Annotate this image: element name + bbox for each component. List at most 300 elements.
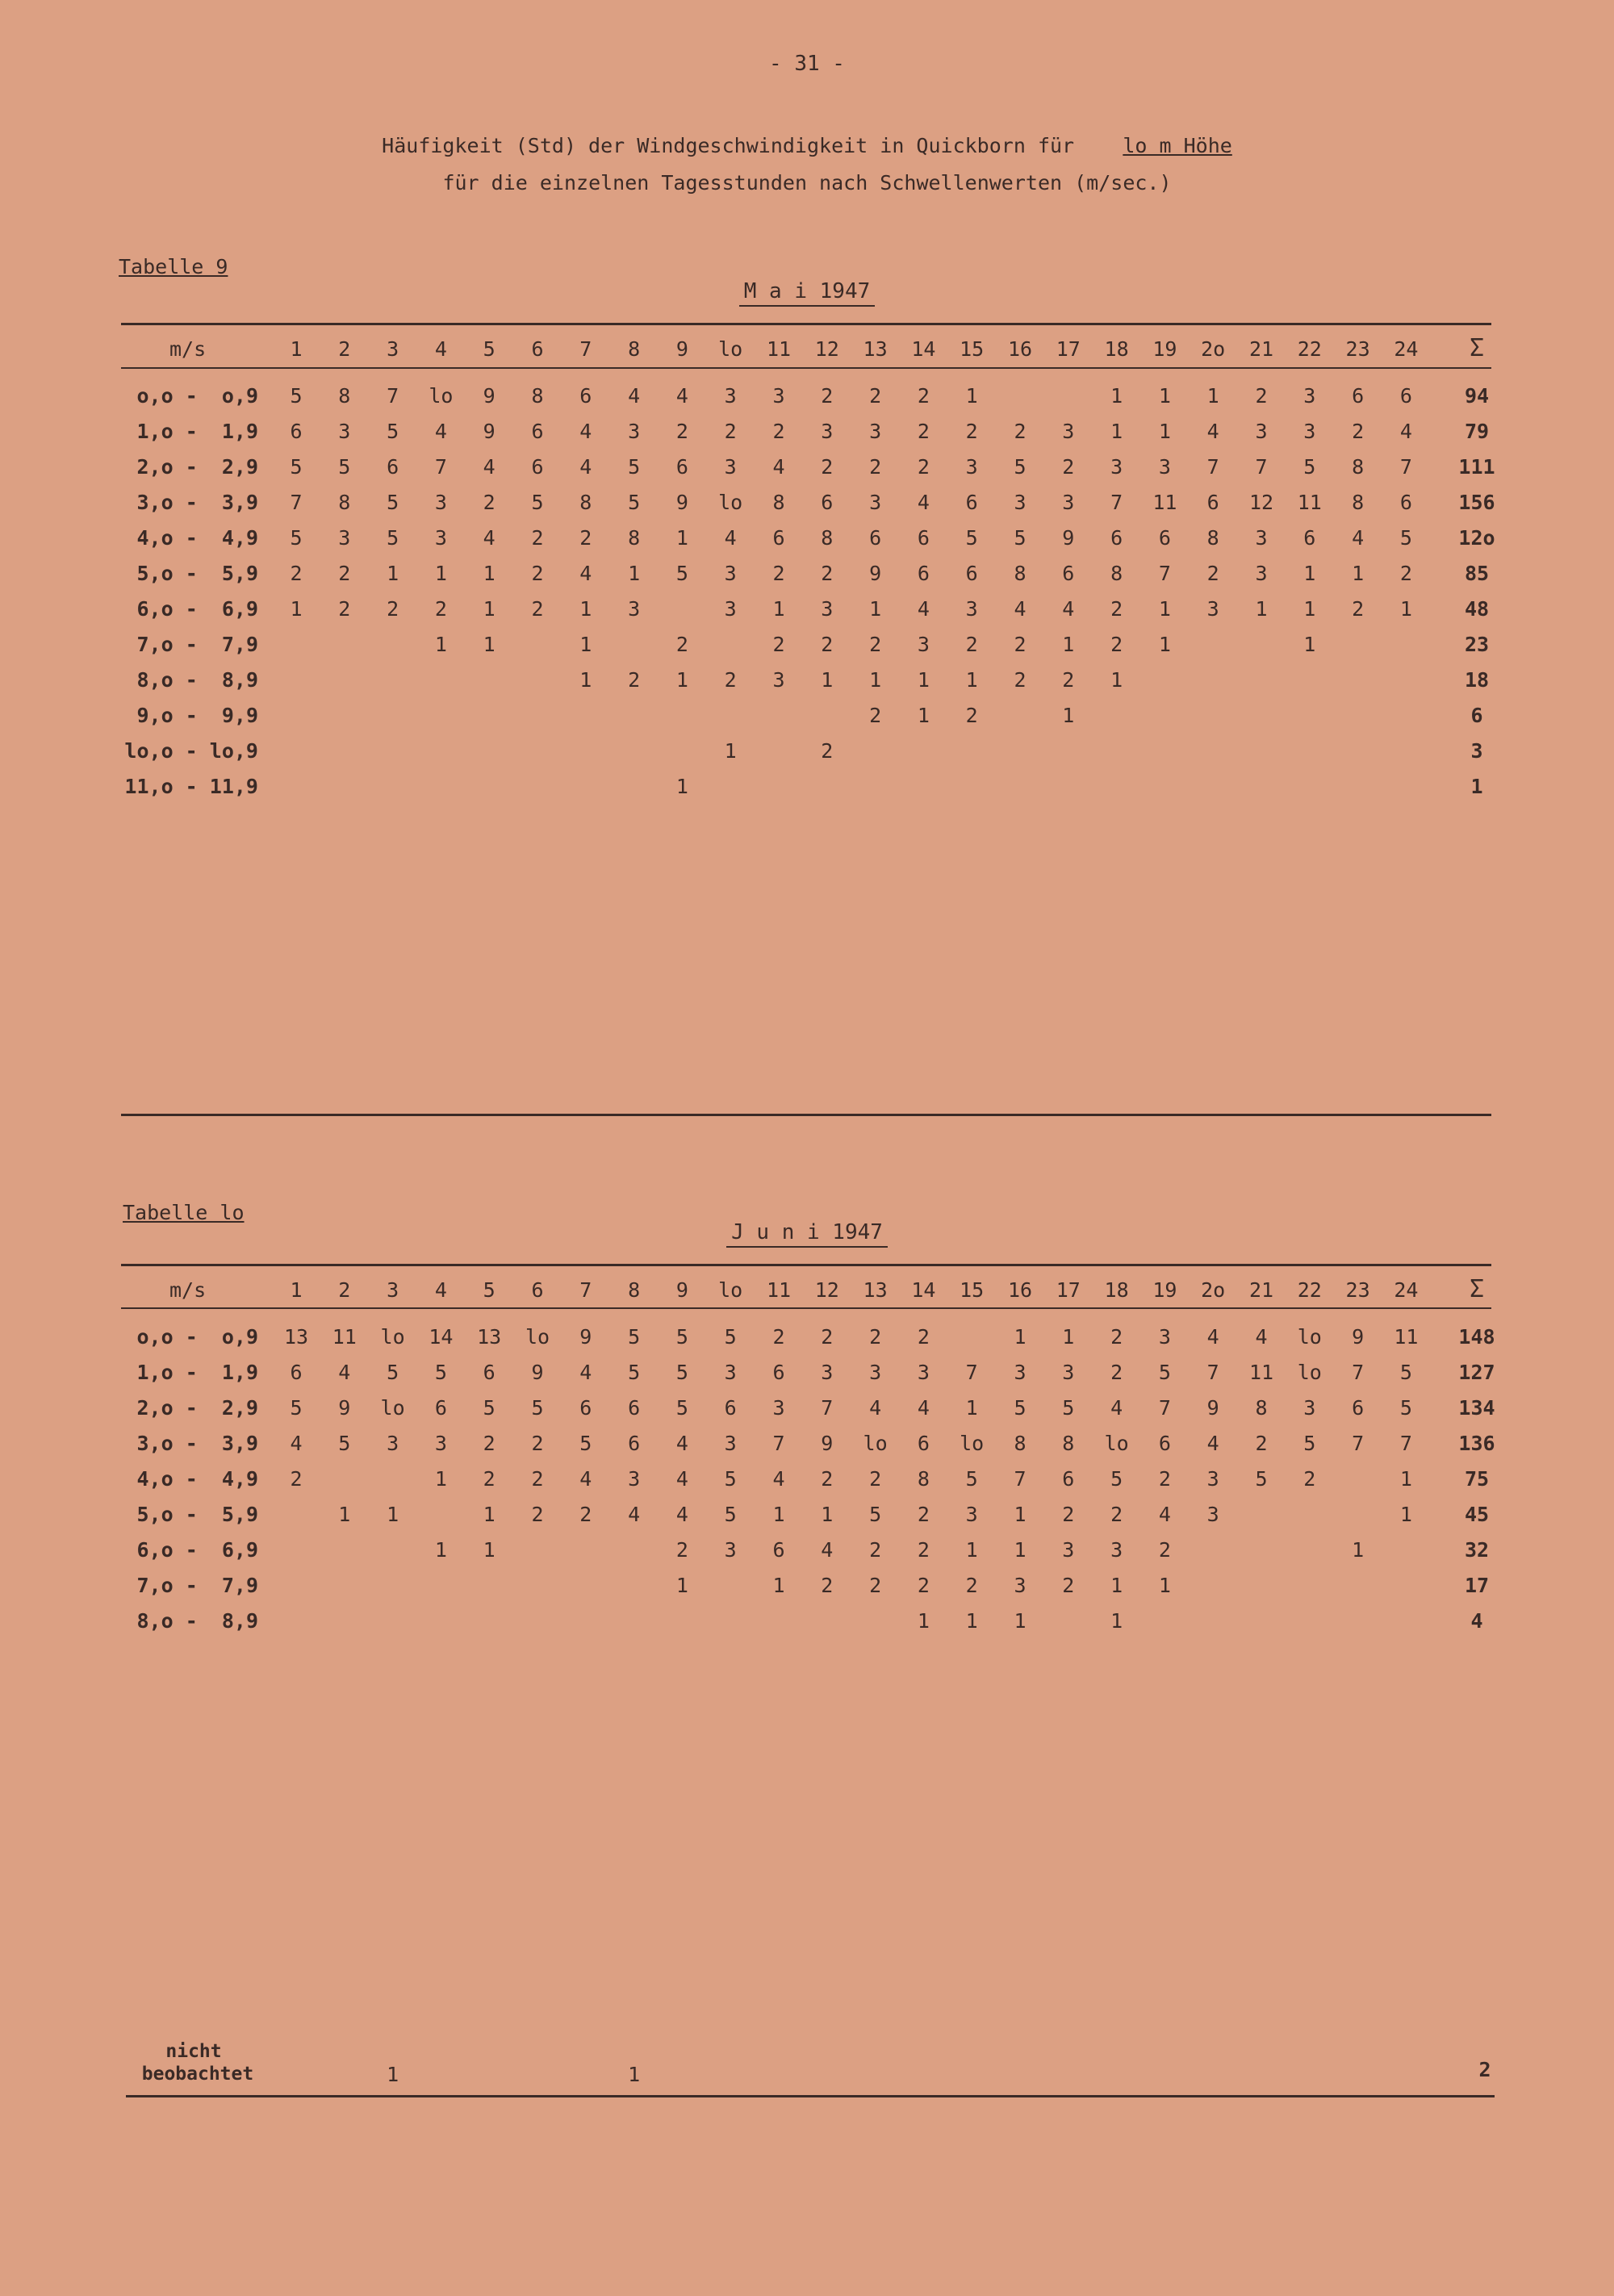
not-observed-sum: 2 bbox=[1478, 2058, 1491, 2081]
row-sum: 127 bbox=[1458, 1361, 1495, 1384]
table-cell: 3 bbox=[628, 1467, 641, 1491]
table-cell: 2 bbox=[1062, 1574, 1075, 1597]
table-cell: 1 bbox=[675, 1574, 688, 1597]
table-cell: 7 bbox=[1206, 455, 1219, 479]
table-cell: 4 bbox=[1206, 420, 1219, 443]
table-cell: 8 bbox=[1014, 562, 1027, 585]
table-cell: 2 bbox=[821, 633, 834, 656]
table-cell: 5 bbox=[434, 1361, 447, 1384]
table-cell: 2 bbox=[1255, 384, 1268, 408]
table-cell: 1 bbox=[290, 597, 303, 621]
table-cell: 6 bbox=[1110, 526, 1123, 550]
table-cell: 1 bbox=[821, 1503, 834, 1526]
table-cell: 3 bbox=[1062, 420, 1075, 443]
table-cell: 3 bbox=[1014, 1361, 1027, 1384]
hour-header: 23 bbox=[1345, 337, 1370, 361]
hour-header: 11 bbox=[766, 1278, 792, 1302]
hour-header: 13 bbox=[863, 337, 888, 361]
table-cell: lo bbox=[525, 1325, 550, 1349]
table-header-rule bbox=[121, 367, 1491, 369]
table-cell: 5 bbox=[675, 562, 688, 585]
table-cell: 5 bbox=[387, 491, 399, 514]
table-cell: 3 bbox=[1158, 455, 1171, 479]
table-cell: 4 bbox=[579, 455, 592, 479]
row-sum: 136 bbox=[1458, 1432, 1495, 1455]
table-cell: 2 bbox=[531, 562, 544, 585]
table-top-rule bbox=[121, 1264, 1491, 1266]
table-cell: 4 bbox=[869, 1396, 882, 1420]
table-cell: 6 bbox=[1303, 526, 1316, 550]
hour-header: 9 bbox=[675, 1278, 688, 1302]
row-sum: 111 bbox=[1458, 455, 1495, 479]
table-cell: 3 bbox=[434, 526, 447, 550]
hour-header: 2 bbox=[338, 1278, 351, 1302]
table-cell: 5 bbox=[531, 1396, 544, 1420]
table-cell: 9 bbox=[1206, 1396, 1219, 1420]
table-cell: 8 bbox=[1062, 1432, 1075, 1455]
table-cell: 4 bbox=[917, 597, 930, 621]
table-cell: 7 bbox=[434, 455, 447, 479]
table-cell: 2 bbox=[869, 1325, 882, 1349]
table-cell: 1 bbox=[1352, 562, 1365, 585]
table-cell: 3 bbox=[1110, 1538, 1123, 1562]
speed-class-label: 7,o - 7,9 bbox=[136, 633, 258, 656]
table-cell: 8 bbox=[917, 1467, 930, 1491]
unit-header: m/s bbox=[169, 1278, 207, 1302]
table-cell: 6 bbox=[1158, 526, 1171, 550]
table-cell: 1 bbox=[1014, 1325, 1027, 1349]
hour-header: 21 bbox=[1248, 337, 1274, 361]
table-cell: 4 bbox=[1352, 526, 1365, 550]
table-cell: 2 bbox=[1110, 597, 1123, 621]
table-cell: 2 bbox=[483, 1432, 495, 1455]
table-cell: 7 bbox=[1014, 1467, 1027, 1491]
table-cell: 2 bbox=[1014, 633, 1027, 656]
table-cell: 2 bbox=[579, 526, 592, 550]
not-observed-cell: 1 bbox=[387, 2063, 399, 2086]
hour-header: 16 bbox=[1007, 337, 1033, 361]
month-title: M a i 1947 bbox=[739, 279, 876, 307]
table-cell: 1 bbox=[1110, 668, 1123, 692]
table-cell: 6 bbox=[917, 526, 930, 550]
speed-class-label: 5,o - 5,9 bbox=[136, 562, 258, 585]
table-label: Tabelle 9 bbox=[119, 255, 228, 278]
row-sum: 32 bbox=[1464, 1538, 1490, 1562]
table-cell: 2 bbox=[869, 704, 882, 727]
table-cell: 2 bbox=[917, 1538, 930, 1562]
table-cell: 4 bbox=[1206, 1432, 1219, 1455]
hour-header: 5 bbox=[483, 337, 495, 361]
table-cell: 4 bbox=[675, 1467, 688, 1491]
table-cell: 5 bbox=[628, 1361, 641, 1384]
table-cell: 8 bbox=[772, 491, 785, 514]
table-cell: 9 bbox=[338, 1396, 351, 1420]
table-cell: 3 bbox=[1110, 455, 1123, 479]
table-cell: 2 bbox=[1110, 1325, 1123, 1349]
table-cell: 9 bbox=[869, 562, 882, 585]
table-cell: 6 bbox=[917, 562, 930, 585]
table-cell: 5 bbox=[1014, 1396, 1027, 1420]
hour-header: 11 bbox=[766, 337, 792, 361]
table-cell: 5 bbox=[531, 491, 544, 514]
table-cell: 5 bbox=[483, 1396, 495, 1420]
table-cell: 3 bbox=[1255, 562, 1268, 585]
table-cell: 13 bbox=[283, 1325, 309, 1349]
speed-class-label: 4,o - 4,9 bbox=[136, 526, 258, 550]
table-cell: 14 bbox=[429, 1325, 454, 1349]
hour-header: 3 bbox=[387, 1278, 399, 1302]
speed-class-label: 7,o - 7,9 bbox=[136, 1574, 258, 1597]
table-month bbox=[0, 1220, 1614, 1244]
table-cell: 2 bbox=[917, 1574, 930, 1597]
document-bottom-rule bbox=[126, 2095, 1495, 2097]
table-cell: 1 bbox=[1110, 384, 1123, 408]
table-cell: 7 bbox=[1206, 1361, 1219, 1384]
table-cell: 5 bbox=[387, 420, 399, 443]
table-cell: lo bbox=[1297, 1361, 1322, 1384]
hour-header: 4 bbox=[434, 1278, 447, 1302]
table-cell: 2 bbox=[1303, 1467, 1316, 1491]
hour-header: 18 bbox=[1104, 337, 1129, 361]
hour-header: 12 bbox=[814, 1278, 839, 1302]
table-cell: 2 bbox=[675, 420, 688, 443]
row-sum: 48 bbox=[1464, 597, 1490, 621]
table-cell: 2 bbox=[869, 455, 882, 479]
hour-header: 22 bbox=[1297, 1278, 1322, 1302]
table-cell: 7 bbox=[772, 1432, 785, 1455]
table-cell: 4 bbox=[579, 1467, 592, 1491]
table-cell: 4 bbox=[821, 1538, 834, 1562]
table-cell: 7 bbox=[1399, 1432, 1412, 1455]
speed-class-label: o,o - o,9 bbox=[136, 1325, 258, 1349]
table-cell: 7 bbox=[1255, 455, 1268, 479]
table-cell: 7 bbox=[1158, 562, 1171, 585]
table-cell: 1 bbox=[1110, 1609, 1123, 1633]
table-cell: 4 bbox=[1158, 1503, 1171, 1526]
table-cell: 6 bbox=[724, 1396, 737, 1420]
table-cell: 2 bbox=[483, 1467, 495, 1491]
table-cell: 3 bbox=[1206, 1467, 1219, 1491]
table-cell: 2 bbox=[917, 455, 930, 479]
table-cell: 2 bbox=[1110, 1361, 1123, 1384]
table-cell: 1 bbox=[675, 775, 688, 798]
hour-header: lo bbox=[718, 337, 743, 361]
table-cell: 3 bbox=[1206, 1503, 1219, 1526]
table-cell: lo bbox=[960, 1432, 985, 1455]
table-cell: 3 bbox=[1062, 1538, 1075, 1562]
table-cell: 8 bbox=[338, 491, 351, 514]
table-cell: 1 bbox=[1062, 1325, 1075, 1349]
table-cell: 2 bbox=[917, 420, 930, 443]
table-cell: 5 bbox=[290, 384, 303, 408]
table-cell: 2 bbox=[724, 668, 737, 692]
table-cell: 6 bbox=[917, 1432, 930, 1455]
table-cell: 2 bbox=[821, 739, 834, 763]
table-cell: 5 bbox=[338, 455, 351, 479]
table-cell: 2 bbox=[869, 1574, 882, 1597]
speed-class-label: 6,o - 6,9 bbox=[136, 1538, 258, 1562]
table-cell: 5 bbox=[724, 1467, 737, 1491]
table-cell: 1 bbox=[1352, 1538, 1365, 1562]
table-cell: lo bbox=[380, 1396, 405, 1420]
table-cell: 2 bbox=[724, 420, 737, 443]
table-cell: 11 bbox=[1394, 1325, 1419, 1349]
table-cell: 3 bbox=[1062, 491, 1075, 514]
table-cell: 4 bbox=[917, 491, 930, 514]
table-cell: 2 bbox=[917, 1503, 930, 1526]
not-observed-label-line1: nicht bbox=[165, 2041, 222, 2062]
table-cell: 6 bbox=[1062, 562, 1075, 585]
table-cell: 1 bbox=[1399, 597, 1412, 621]
table-cell: 6 bbox=[483, 1361, 495, 1384]
table-cell: 6 bbox=[1062, 1467, 1075, 1491]
table-cell: 5 bbox=[1399, 1396, 1412, 1420]
table-cell: 7 bbox=[290, 491, 303, 514]
table-bottom-rule bbox=[121, 1114, 1491, 1116]
table-cell: 4 bbox=[675, 1503, 688, 1526]
table-cell: 5 bbox=[1399, 526, 1412, 550]
table-cell: 5 bbox=[628, 491, 641, 514]
hour-header: 2 bbox=[338, 337, 351, 361]
row-sum: 23 bbox=[1464, 633, 1490, 656]
row-sum: 1 bbox=[1470, 775, 1483, 798]
table-cell: 5 bbox=[387, 526, 399, 550]
table-cell: 8 bbox=[338, 384, 351, 408]
table-cell: 6 bbox=[772, 526, 785, 550]
table-cell: 5 bbox=[1303, 455, 1316, 479]
table-cell: 2 bbox=[869, 633, 882, 656]
table-cell: 1 bbox=[483, 597, 495, 621]
table-cell: 3 bbox=[821, 1361, 834, 1384]
table-cell: 3 bbox=[917, 633, 930, 656]
row-sum: 156 bbox=[1458, 491, 1495, 514]
table-cell: 5 bbox=[675, 1361, 688, 1384]
table-cell: lo bbox=[718, 491, 743, 514]
table-cell: 4 bbox=[579, 562, 592, 585]
table-cell: 5 bbox=[965, 1467, 978, 1491]
table-cell: 5 bbox=[1399, 1361, 1412, 1384]
table-cell: 5 bbox=[387, 1361, 399, 1384]
table-cell: 1 bbox=[1303, 597, 1316, 621]
table-cell: 2 bbox=[1062, 455, 1075, 479]
table-cell: 3 bbox=[724, 384, 737, 408]
table-cell: 4 bbox=[772, 1467, 785, 1491]
table-cell: 3 bbox=[338, 526, 351, 550]
table-cell: 5 bbox=[628, 1325, 641, 1349]
table-cell: 13 bbox=[477, 1325, 502, 1349]
table-cell: 4 bbox=[579, 1361, 592, 1384]
table-cell: lo bbox=[380, 1325, 405, 1349]
hour-header: 15 bbox=[960, 1278, 985, 1302]
hour-header: 12 bbox=[814, 337, 839, 361]
table-cell: 3 bbox=[628, 420, 641, 443]
table-cell: 2 bbox=[1158, 1467, 1171, 1491]
table-cell: 6 bbox=[579, 384, 592, 408]
hour-header: 22 bbox=[1297, 337, 1322, 361]
unit-header: m/s bbox=[169, 337, 207, 361]
speed-class-label: 1,o - 1,9 bbox=[136, 420, 258, 443]
table-cell: lo bbox=[1297, 1325, 1322, 1349]
table-cell: 3 bbox=[724, 562, 737, 585]
speed-class-label: 6,o - 6,9 bbox=[136, 597, 258, 621]
table-cell: 1 bbox=[483, 1503, 495, 1526]
table-cell: 12 bbox=[1248, 491, 1274, 514]
table-cell: 6 bbox=[290, 1361, 303, 1384]
table-cell: 1 bbox=[1399, 1467, 1412, 1491]
table-cell: 1 bbox=[579, 597, 592, 621]
table-cell: 7 bbox=[1399, 455, 1412, 479]
table-cell: 1 bbox=[965, 1538, 978, 1562]
table-cell: 6 bbox=[531, 420, 544, 443]
hour-header: 1 bbox=[290, 337, 303, 361]
table-cell: 2 bbox=[772, 562, 785, 585]
table-cell: 1 bbox=[483, 633, 495, 656]
speed-class-label: 11,o - 11,9 bbox=[124, 775, 258, 798]
table-cell: 2 bbox=[1014, 420, 1027, 443]
table-cell: 5 bbox=[628, 455, 641, 479]
table-cell: 1 bbox=[1014, 1538, 1027, 1562]
hour-header: 8 bbox=[628, 337, 641, 361]
hour-header: 21 bbox=[1248, 1278, 1274, 1302]
table-cell: 4 bbox=[483, 526, 495, 550]
table-cell: 1 bbox=[1303, 562, 1316, 585]
table-cell: 3 bbox=[724, 597, 737, 621]
table-cell: 1 bbox=[434, 1538, 447, 1562]
table-cell: 4 bbox=[338, 1361, 351, 1384]
table-cell: 2 bbox=[1062, 1503, 1075, 1526]
table-cell: 2 bbox=[1110, 633, 1123, 656]
table-cell: 2 bbox=[338, 597, 351, 621]
table-cell: 5 bbox=[675, 1396, 688, 1420]
table-cell: 3 bbox=[917, 1361, 930, 1384]
table-cell: 1 bbox=[965, 1396, 978, 1420]
table-cell: 8 bbox=[628, 526, 641, 550]
hour-header: 8 bbox=[628, 1278, 641, 1302]
hour-header: lo bbox=[718, 1278, 743, 1302]
table-cell: 2 bbox=[1158, 1538, 1171, 1562]
table-cell: 6 bbox=[772, 1538, 785, 1562]
table-cell: 9 bbox=[483, 384, 495, 408]
table-cell: 4 bbox=[772, 455, 785, 479]
table-cell: 1 bbox=[1014, 1609, 1027, 1633]
hour-header: 3 bbox=[387, 337, 399, 361]
table-cell: 1 bbox=[917, 668, 930, 692]
table-cell: 9 bbox=[821, 1432, 834, 1455]
row-sum: 85 bbox=[1464, 562, 1490, 585]
table-cell: 2 bbox=[869, 384, 882, 408]
hour-header: 1 bbox=[290, 1278, 303, 1302]
table-cell: 3 bbox=[772, 1396, 785, 1420]
table-cell: 1 bbox=[1014, 1503, 1027, 1526]
table-cell: 6 bbox=[965, 491, 978, 514]
row-sum: 94 bbox=[1464, 384, 1490, 408]
table-cell: 4 bbox=[1255, 1325, 1268, 1349]
table-cell: 1 bbox=[675, 668, 688, 692]
table-cell: 1 bbox=[965, 384, 978, 408]
table-cell: 4 bbox=[917, 1396, 930, 1420]
table-cell: 3 bbox=[628, 597, 641, 621]
table-cell: 8 bbox=[1206, 526, 1219, 550]
table-cell: 9 bbox=[1352, 1325, 1365, 1349]
table-cell: 2 bbox=[290, 1467, 303, 1491]
speed-class-label: 3,o - 3,9 bbox=[136, 491, 258, 514]
table-cell: 7 bbox=[965, 1361, 978, 1384]
table-cell: 2 bbox=[531, 597, 544, 621]
table-cell: 4 bbox=[724, 526, 737, 550]
speed-class-label: 8,o - 8,9 bbox=[136, 1609, 258, 1633]
table-cell: 1 bbox=[772, 597, 785, 621]
table-cell: 3 bbox=[965, 455, 978, 479]
speed-class-label: o,o - o,9 bbox=[136, 384, 258, 408]
table-header-rule bbox=[121, 1307, 1491, 1309]
table-cell: 2 bbox=[531, 1432, 544, 1455]
table-cell: 4 bbox=[290, 1432, 303, 1455]
table-cell: 7 bbox=[387, 384, 399, 408]
row-sum: 75 bbox=[1464, 1467, 1490, 1491]
table-cell: 2 bbox=[1110, 1503, 1123, 1526]
table-cell: 4 bbox=[675, 1432, 688, 1455]
table-cell: 1 bbox=[1399, 1503, 1412, 1526]
table-cell: 5 bbox=[724, 1503, 737, 1526]
table-cell: 3 bbox=[821, 597, 834, 621]
table-cell: 2 bbox=[531, 526, 544, 550]
table-cell: 2 bbox=[965, 633, 978, 656]
table-cell: 8 bbox=[531, 384, 544, 408]
table-cell: 6 bbox=[1206, 491, 1219, 514]
hour-header: 4 bbox=[434, 337, 447, 361]
table-cell: lo bbox=[1104, 1432, 1129, 1455]
table-cell: 2 bbox=[1255, 1432, 1268, 1455]
table-cell: 3 bbox=[387, 1432, 399, 1455]
table-cell: lo bbox=[863, 1432, 888, 1455]
table-cell: 2 bbox=[434, 597, 447, 621]
table-cell: 4 bbox=[1014, 597, 1027, 621]
table-cell: 8 bbox=[1352, 491, 1365, 514]
table-cell: 1 bbox=[387, 562, 399, 585]
table-cell: 1 bbox=[579, 633, 592, 656]
table-cell: 1 bbox=[675, 526, 688, 550]
not-observed-label-line2: beobachtet bbox=[141, 2064, 254, 2085]
speed-class-label: lo,o - lo,9 bbox=[124, 739, 258, 763]
table-cell: 8 bbox=[579, 491, 592, 514]
table-cell: lo bbox=[429, 384, 454, 408]
table-cell: 2 bbox=[531, 1503, 544, 1526]
table-cell: 9 bbox=[531, 1361, 544, 1384]
table-cell: 9 bbox=[483, 420, 495, 443]
table-cell: 7 bbox=[821, 1396, 834, 1420]
table-cell: 2 bbox=[965, 704, 978, 727]
hour-header: 15 bbox=[960, 337, 985, 361]
table-cell: 6 bbox=[579, 1396, 592, 1420]
table-cell: 3 bbox=[724, 1538, 737, 1562]
table-cell: 2 bbox=[869, 1538, 882, 1562]
table-cell: 2 bbox=[628, 668, 641, 692]
table-cell: 1 bbox=[628, 562, 641, 585]
row-sum: 3 bbox=[1470, 739, 1483, 763]
row-sum: 12o bbox=[1458, 526, 1495, 550]
table-cell: 7 bbox=[1158, 1396, 1171, 1420]
table-cell: 6 bbox=[821, 491, 834, 514]
table-cell: 2 bbox=[1014, 668, 1027, 692]
table-label: Tabelle lo bbox=[123, 1201, 245, 1224]
row-sum: 4 bbox=[1470, 1609, 1483, 1633]
table-cell: 9 bbox=[1062, 526, 1075, 550]
table-cell: 4 bbox=[1206, 1325, 1219, 1349]
table-cell: 8 bbox=[821, 526, 834, 550]
table-cell: 4 bbox=[628, 1503, 641, 1526]
table-cell: 5 bbox=[1303, 1432, 1316, 1455]
hour-header: 14 bbox=[911, 337, 936, 361]
